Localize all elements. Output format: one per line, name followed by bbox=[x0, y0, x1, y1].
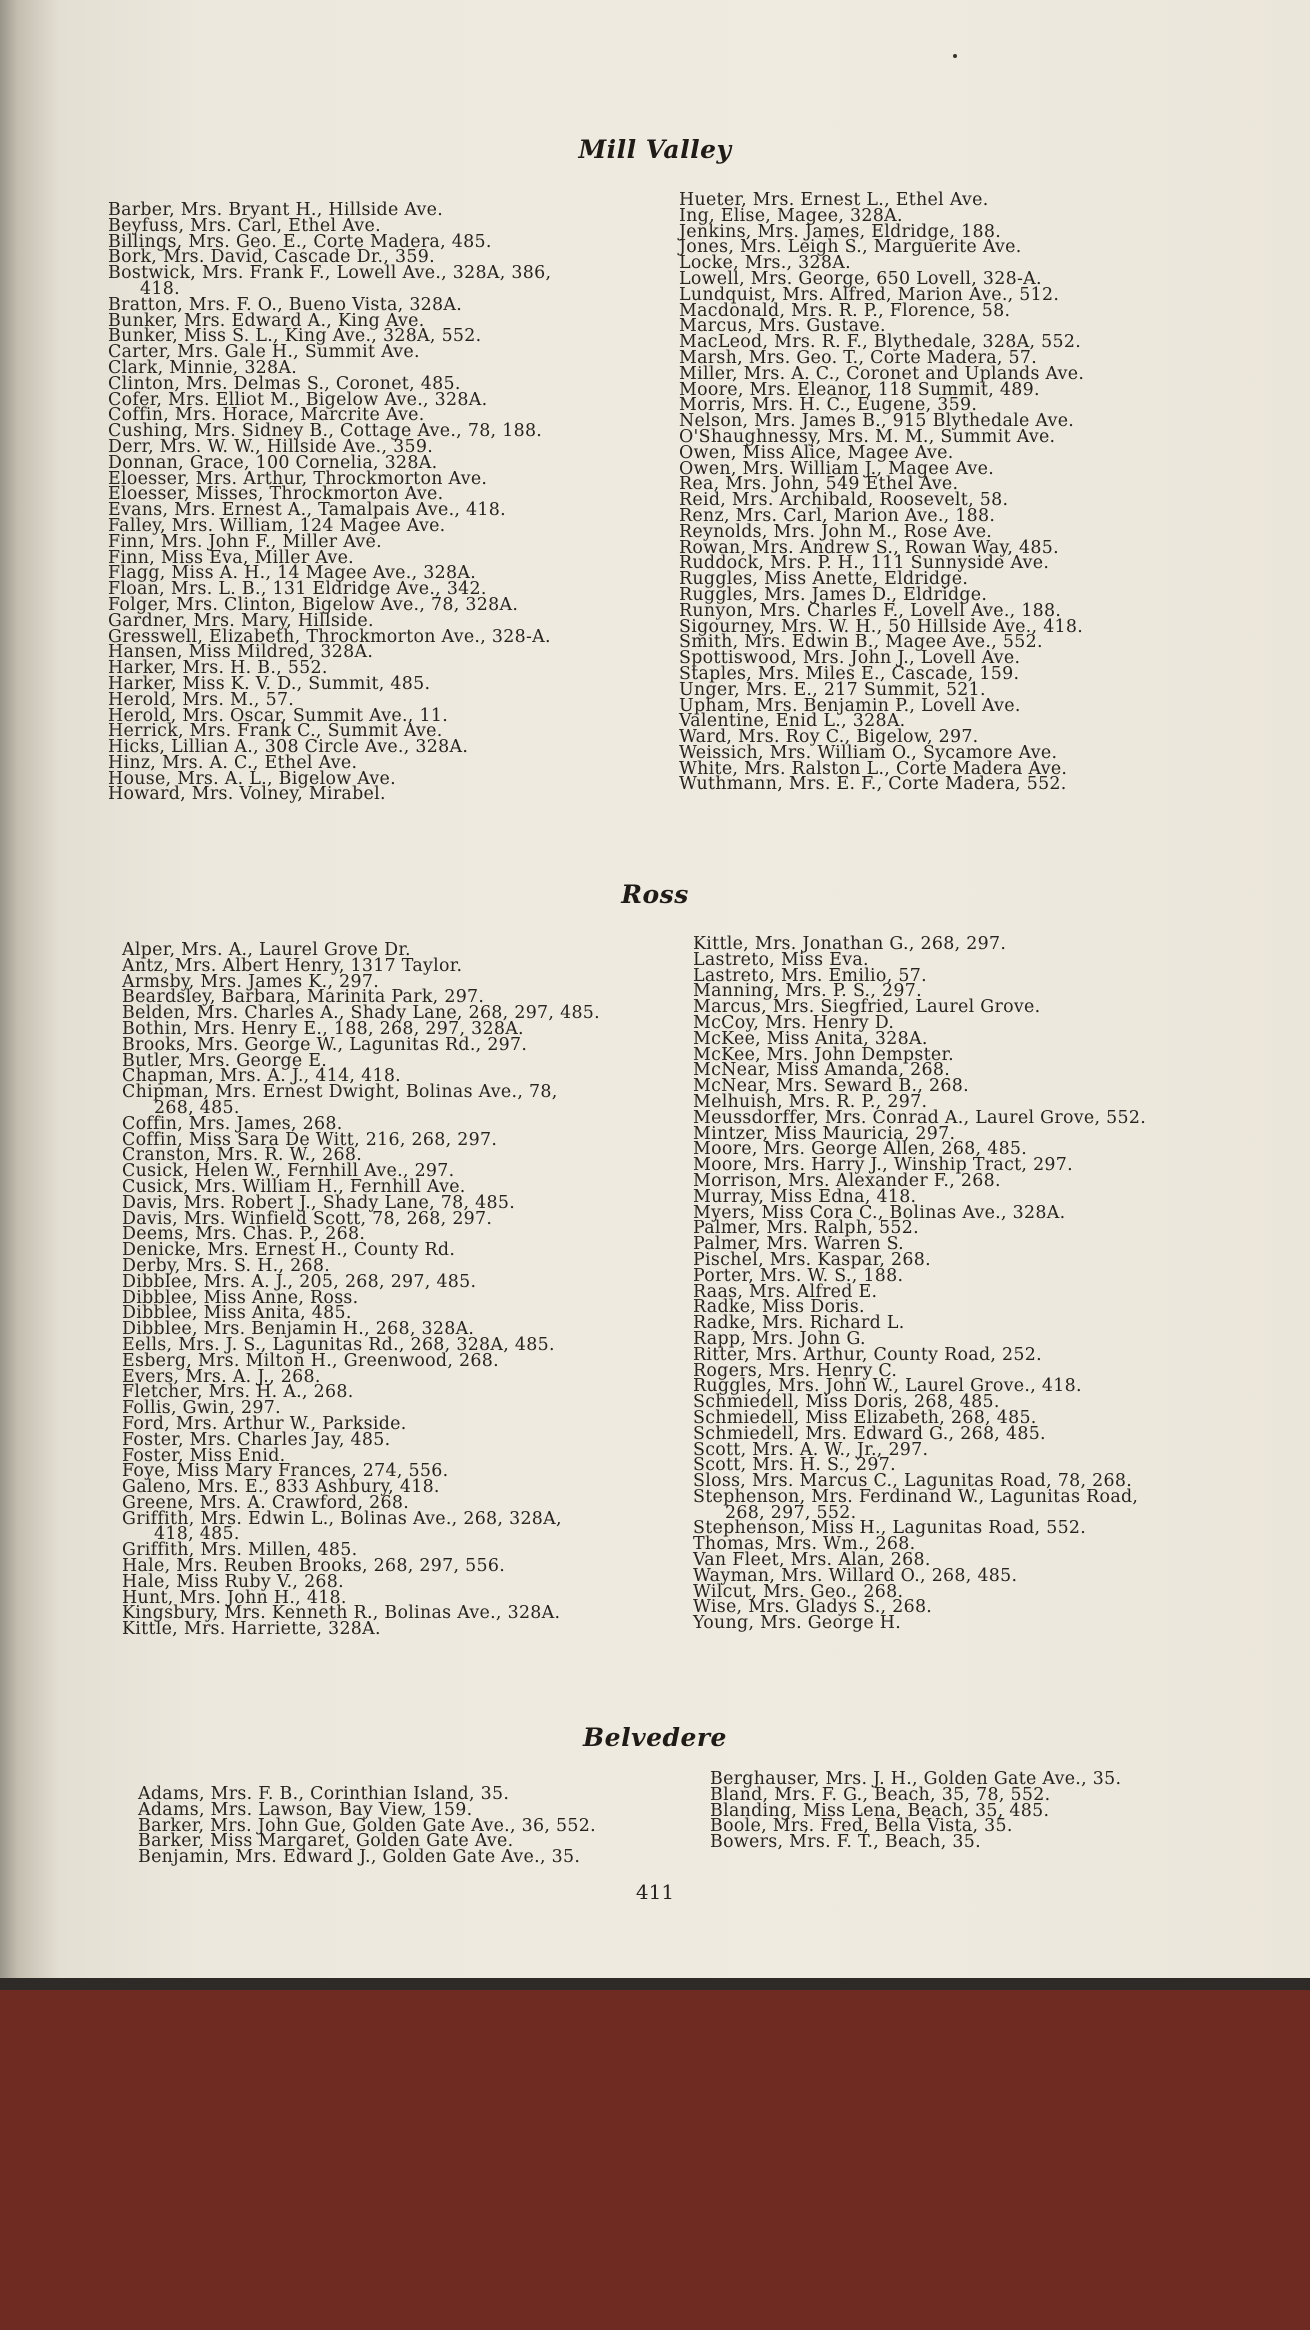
directory-entry: Ruggles, Mrs. James D., Eldridge. bbox=[679, 584, 988, 605]
directory-entry: Myers, Miss Cora C., Bolinas Ave., 328A. bbox=[693, 1202, 1066, 1223]
directory-entry: Locke, Mrs., 328A. bbox=[679, 253, 851, 274]
directory-entry: Scott, Mrs. A. W., Jr., 297. bbox=[693, 1439, 929, 1460]
directory-entry: Kittle, Mrs. Harriette, 328A. bbox=[122, 1619, 381, 1640]
directory-entry: Bowers, Mrs. F. T., Beach, 35. bbox=[710, 1832, 981, 1853]
directory-entry: Carter, Mrs. Gale H., Summit Ave. bbox=[108, 342, 420, 363]
directory-entry: Schmiedell, Mrs. Edward G., 268, 485. bbox=[693, 1423, 1046, 1444]
directory-entry: Fletcher, Mrs. H. A., 268. bbox=[122, 1382, 354, 1403]
directory-entry: Stephenson, Mrs. Ferdinand W., Lagunitas Road, bbox=[693, 1486, 1139, 1507]
binding-cloth-background bbox=[0, 1990, 1310, 2330]
directory-entry: Lastreto, Miss Eva. bbox=[693, 949, 869, 970]
directory-entry: Davis, Mrs. Winfield Scott, 78, 268, 297. bbox=[122, 1208, 493, 1229]
directory-entry: Mintzer, Miss Mauricia, 297. bbox=[693, 1123, 956, 1144]
directory-entry: 418, 485. bbox=[154, 1524, 240, 1545]
belvedere-right-column bbox=[710, 1769, 1122, 1853]
directory-entry: MacLeod, Mrs. R. F., Blythedale, 328A, 552. bbox=[679, 332, 1082, 353]
directory-entry: Barker, Mrs. John Gue, Golden Gate Ave., 36, 552. bbox=[138, 1815, 596, 1836]
directory-entry: Gresswell, Elizabeth, Throckmorton Ave., 328-A. bbox=[108, 626, 551, 647]
directory-entry: Folger, Mrs. Clinton, Bigelow Ave., 78, 328A. bbox=[108, 594, 519, 615]
directory-entry: Bostwick, Mrs. Frank F., Lowell Ave., 328A, 386, bbox=[108, 263, 552, 284]
directory-entry: Schmiedell, Miss Elizabeth, 268, 485. bbox=[693, 1407, 1037, 1428]
directory-entry: Schmiedell, Miss Doris, 268, 485. bbox=[693, 1392, 1000, 1413]
directory-entry: Bratton, Mrs. F. O., Bueno Vista, 328A. bbox=[108, 294, 463, 315]
directory-entry: Ritter, Mrs. Arthur, County Road, 252. bbox=[693, 1344, 1042, 1365]
directory-entry: Flagg, Miss A. H., 14 Magee Ave., 328A. bbox=[108, 563, 477, 584]
directory-entry: White, Mrs. Ralston L., Corte Madera Ave. bbox=[679, 758, 1068, 779]
directory-entry: Harker, Mrs. H. B., 552. bbox=[108, 658, 328, 679]
directory-entry: Deems, Mrs. Chas. P., 268. bbox=[122, 1224, 366, 1245]
ross-left-column bbox=[122, 940, 601, 1640]
directory-entry: Wise, Mrs. Gladys S., 268. bbox=[693, 1597, 933, 1618]
directory-entry: 268, 297, 552. bbox=[725, 1502, 857, 1523]
directory-entry: Morrison, Mrs. Alexander F., 268. bbox=[693, 1170, 1001, 1191]
directory-entry: Butler, Mrs. George E. bbox=[122, 1050, 328, 1071]
directory-entry: Cusick, Helen W., Fernhill Ave., 297. bbox=[122, 1161, 455, 1182]
directory-entry: Eells, Mrs. J. S., Lagunitas Rd., 268, 328A, 485. bbox=[122, 1334, 555, 1355]
directory-entry: Owen, Miss Alice, Magee Ave. bbox=[679, 442, 954, 463]
directory-entry: Murray, Miss Edna, 418. bbox=[693, 1186, 917, 1207]
directory-entry: Kittle, Mrs. Jonathan G., 268, 297. bbox=[693, 934, 1007, 954]
directory-entry: Foster, Miss Enid. bbox=[122, 1445, 286, 1466]
directory-entry: Rea, Mrs. John, 549 Ethel Ave. bbox=[679, 474, 959, 495]
directory-entry: Floan, Mrs. L. B., 131 Eldridge Ave., 342. bbox=[108, 579, 487, 600]
directory-entry: Clinton, Mrs. Delmas S., Coronet, 485. bbox=[108, 373, 461, 394]
directory-entry: Ruddock, Mrs. P. H., 111 Sunnyside Ave. bbox=[679, 553, 1050, 574]
directory-entry: Herold, Mrs. Oscar, Summit Ave., 11. bbox=[108, 705, 449, 726]
directory-entry: Billings, Mrs. Geo. E., Corte Madera, 485. bbox=[108, 231, 492, 252]
directory-entry: Bland, Mrs. F. G., Beach, 35, 78, 552. bbox=[710, 1784, 1051, 1805]
directory-entry: Palmer, Mrs. Warren S. bbox=[693, 1234, 904, 1255]
directory-entry: Hinz, Mrs. A. C., Ethel Ave. bbox=[108, 752, 358, 773]
directory-entry: Bunker, Mrs. Edward A., King Ave. bbox=[108, 310, 425, 331]
directory-entry: Falley, Mrs. William, 124 Magee Ave. bbox=[108, 515, 446, 536]
directory-entry: Nelson, Mrs. James B., 915 Blythedale Ave. bbox=[679, 411, 1075, 432]
directory-entry: Davis, Mrs. Robert J., Shady Lane, 78, 485. bbox=[122, 1192, 516, 1213]
directory-entry: Belden, Mrs. Charles A., Shady Lane, 268, 297, 485. bbox=[122, 1003, 601, 1024]
directory-entry: Dibblee, Miss Anne, Ross. bbox=[122, 1287, 359, 1308]
page-bottom-edge bbox=[0, 1978, 1310, 1990]
directory-entry: Meussdorffer, Mrs. Conrad A., Laurel Grove, 552. bbox=[693, 1107, 1147, 1128]
directory-entry: Griffith, Mrs. Edwin L., Bolinas Ave., 268, 328A, bbox=[122, 1508, 562, 1529]
directory-entry: Cusick, Mrs. William H., Fernhill Ave. bbox=[122, 1176, 466, 1197]
directory-entry: Barker, Miss Margaret, Golden Gate Ave. bbox=[138, 1831, 514, 1852]
directory-entry: Jones, Mrs. Leigh S., Marguerite Ave. bbox=[679, 237, 1022, 258]
directory-entry: Bork, Mrs. David, Cascade Dr., 359. bbox=[108, 247, 435, 268]
directory-entry: Lowell, Mrs. George, 650 Lovell, 328-A. bbox=[679, 268, 1042, 289]
directory-entry: Cranston, Mrs. R. W., 268. bbox=[122, 1145, 363, 1166]
directory-entry: Antz, Mrs. Albert Henry, 1317 Taylor. bbox=[122, 955, 463, 976]
directory-entry: Galeno, Mrs. E., 833 Ashbury, 418. bbox=[122, 1477, 440, 1498]
directory-entry: Foye, Miss Mary Frances, 274, 556. bbox=[122, 1461, 449, 1482]
directory-entry: Gardner, Mrs. Mary, Hillside. bbox=[108, 610, 374, 631]
directory-entry: Follis, Gwin, 297. bbox=[122, 1398, 281, 1419]
directory-entry: Dibblee, Mrs. Benjamin H., 268, 328A. bbox=[122, 1319, 475, 1340]
paper-speck bbox=[953, 54, 957, 58]
section-heading-belvedere: Belvedere bbox=[583, 1723, 727, 1752]
directory-entry: Ruggles, Miss Anette, Eldridge. bbox=[679, 569, 969, 590]
directory-entry: Hunt, Mrs. John H., 418. bbox=[122, 1587, 347, 1608]
directory-entry: Radke, Miss Doris. bbox=[693, 1297, 865, 1318]
directory-entry: Hale, Miss Ruby V., 268. bbox=[122, 1571, 344, 1592]
directory-entry: Finn, Miss Eva, Miller Ave. bbox=[108, 547, 354, 568]
directory-entry: McCoy, Mrs. Henry D. bbox=[693, 1012, 895, 1033]
directory-entry: Evans, Mrs. Ernest A., Tamalpais Ave., 418. bbox=[108, 500, 506, 521]
directory-entry: House, Mrs. A. L., Bigelow Ave. bbox=[108, 768, 396, 789]
directory-entry: Marcus, Mrs. Siegfried, Laurel Grove. bbox=[693, 997, 1041, 1018]
directory-entry: Melhuish, Mrs. R. P., 297. bbox=[693, 1091, 928, 1112]
directory-entry: Brooks, Mrs. George W., Lagunitas Rd., 297. bbox=[122, 1034, 528, 1055]
directory-entry: Wayman, Mrs. Willard O., 268, 485. bbox=[693, 1565, 1018, 1586]
directory-entry: Reid, Mrs. Archibald, Roosevelt, 58. bbox=[679, 490, 1009, 511]
directory-entry: Esberg, Mrs. Milton H., Greenwood, 268. bbox=[122, 1350, 499, 1371]
directory-entry: O'Shaughnessy, Mrs. M. M., Summit Ave. bbox=[679, 426, 1056, 447]
directory-entry: Upham, Mrs. Benjamin P., Lovell Ave. bbox=[679, 695, 1021, 716]
directory-entry: Beyfuss, Mrs. Carl, Ethel Ave. bbox=[108, 215, 381, 236]
directory-entry: Herold, Mrs. M., 57. bbox=[108, 689, 295, 710]
directory-entry: Boole, Mrs. Fred, Bella Vista, 35. bbox=[710, 1816, 1013, 1837]
directory-entry: Valentine, Enid L., 328A. bbox=[679, 711, 906, 732]
directory-entry: McKee, Miss Anita, 328A. bbox=[693, 1028, 928, 1049]
section-heading-mill-valley: Mill Valley bbox=[578, 135, 732, 164]
directory-entry: Clark, Minnie, 328A. bbox=[108, 357, 298, 378]
directory-entry: Unger, Mrs. E., 217 Summit, 521. bbox=[679, 679, 986, 700]
directory-entry: Marcus, Mrs. Gustave. bbox=[679, 316, 886, 337]
directory-entry: Young, Mrs. George H. bbox=[693, 1613, 902, 1634]
directory-entry: McNear, Mrs. Seward B., 268. bbox=[693, 1076, 969, 1097]
directory-entry: Moore, Mrs. Eleanor, 118 Summit, 489. bbox=[679, 379, 1040, 400]
section-heading-ross: Ross bbox=[621, 880, 689, 909]
mill-valley-left-column bbox=[108, 200, 552, 805]
directory-entry: Radke, Mrs. Richard L. bbox=[693, 1313, 905, 1334]
directory-entry: Coffin, Mrs. James, 268. bbox=[122, 1113, 343, 1134]
directory-entry: Adams, Mrs. Lawson, Bay View, 159. bbox=[138, 1799, 473, 1820]
directory-entry: Raas, Mrs. Alfred E. bbox=[693, 1281, 878, 1302]
directory-entry: Derby, Mrs. S. H., 268. bbox=[122, 1255, 331, 1276]
directory-entry: Palmer, Mrs. Ralph, 552. bbox=[693, 1218, 919, 1239]
directory-entry: Evers, Mrs. A. J., 268. bbox=[122, 1366, 321, 1387]
directory-entry: Greene, Mrs. A. Crawford, 268. bbox=[122, 1492, 410, 1513]
belvedere-left-column bbox=[138, 1784, 596, 1868]
directory-entry: Donnan, Grace, 100 Cornelia, 328A. bbox=[108, 452, 438, 473]
directory-entry: Wuthmann, Mrs. E. F., Corte Madera, 552. bbox=[679, 774, 1067, 795]
directory-entry: Dibblee, Miss Anita, 485. bbox=[122, 1303, 352, 1324]
directory-entry: Benjamin, Mrs. Edward J., Golden Gate Ave., 35. bbox=[138, 1847, 581, 1868]
directory-entry: Rapp, Mrs. John G. bbox=[693, 1328, 866, 1349]
directory-entry: Moore, Mrs. George Allen, 268, 485. bbox=[693, 1139, 1028, 1160]
directory-entry: Eloesser, Mrs. Arthur, Throckmorton Ave. bbox=[108, 468, 488, 489]
directory-entry: McKee, Mrs. John Dempster. bbox=[693, 1044, 954, 1065]
directory-entry: 268, 485. bbox=[154, 1097, 240, 1118]
directory-entry: Howard, Mrs. Volney, Mirabel. bbox=[108, 784, 386, 805]
directory-entry: Barber, Mrs. Bryant H., Hillside Ave. bbox=[108, 200, 444, 220]
directory-entry: Smith, Mrs. Edwin B., Magee Ave., 552. bbox=[679, 632, 1043, 653]
directory-entry: Harker, Miss K. V. D., Summit, 485. bbox=[108, 673, 431, 694]
directory-entry: Ward, Mrs. Roy C., Bigelow, 297. bbox=[679, 727, 979, 748]
directory-entry: Griffith, Mrs. Millen, 485. bbox=[122, 1540, 358, 1561]
directory-entry: Alper, Mrs. A., Laurel Grove Dr. bbox=[122, 940, 411, 960]
directory-entry: Miller, Mrs. A. C., Coronet and Uplands Ave. bbox=[679, 363, 1085, 384]
directory-entry: Manning, Mrs. P. S., 297. bbox=[693, 981, 922, 1002]
directory-entry: Spottiswood, Mrs. John J., Lovell Ave. bbox=[679, 648, 1021, 669]
directory-entry: Rowan, Mrs. Andrew S., Rowan Way, 485. bbox=[679, 537, 1059, 558]
directory-entry: Bothin, Mrs. Henry E., 188, 268, 297, 328A. bbox=[122, 1018, 524, 1039]
directory-entry: Cushing, Mrs. Sidney B., Cottage Ave., 78, 188. bbox=[108, 421, 543, 442]
directory-entry: Reynolds, Mrs. John M., Rose Ave. bbox=[679, 521, 993, 542]
directory-entry: Denicke, Mrs. Ernest H., County Rd. bbox=[122, 1240, 456, 1261]
directory-entry: Pischel, Mrs. Kaspar, 268. bbox=[693, 1249, 931, 1270]
directory-entry: Hicks, Lillian A., 308 Circle Ave., 328A. bbox=[108, 737, 469, 758]
directory-entry: Cofer, Mrs. Elliot M., Bigelow Ave., 328A. bbox=[108, 389, 488, 410]
directory-entry: Porter, Mrs. W. S., 188. bbox=[693, 1265, 904, 1286]
directory-entry: Kingsbury, Mrs. Kenneth R., Bolinas Ave., 328A. bbox=[122, 1603, 561, 1624]
directory-entry: Ruggles, Mrs. John W., Laurel Grove., 418. bbox=[693, 1376, 1082, 1397]
directory-entry: Hale, Mrs. Reuben Brooks, 268, 297, 556. bbox=[122, 1556, 506, 1577]
directory-entry: Sloss, Mrs. Marcus C., Lagunitas Road, 78, 268. bbox=[693, 1471, 1133, 1492]
directory-entry: McNear, Miss Amanda, 268. bbox=[693, 1060, 951, 1081]
directory-entry: Morris, Mrs. H. C., Eugene, 359. bbox=[679, 395, 978, 416]
directory-entry: Sigourney, Mrs. W. H., 50 Hillside Ave., 418. bbox=[679, 616, 1084, 637]
directory-entry: Ing, Elise, Magee, 328A. bbox=[679, 205, 903, 226]
directory-entry: Berghauser, Mrs. J. H., Golden Gate Ave., 35. bbox=[710, 1769, 1122, 1789]
directory-entry: Coffin, Miss Sara De Witt, 216, 268, 297. bbox=[122, 1129, 498, 1150]
directory-entry: Chipman, Mrs. Ernest Dwight, Bolinas Ave., 78, bbox=[122, 1082, 558, 1103]
page-number: 411 bbox=[635, 1880, 675, 1904]
mill-valley-right-column bbox=[679, 190, 1085, 795]
directory-entry: Owen, Mrs. William J., Magee Ave. bbox=[679, 458, 995, 479]
directory-entry: Runyon, Mrs. Charles F., Lovell Ave., 188. bbox=[679, 600, 1062, 621]
directory-entry: Beardsley, Barbara, Marinita Park, 297. bbox=[122, 987, 485, 1008]
directory-entry: Blanding, Miss Lena, Beach, 35, 485. bbox=[710, 1800, 1050, 1821]
directory-entry: Adams, Mrs. F. B., Corinthian Island, 35. bbox=[138, 1784, 510, 1804]
directory-entry: Lundquist, Mrs. Alfred, Marion Ave., 512. bbox=[679, 284, 1060, 305]
directory-entry: Derr, Mrs. W. W., Hillside Ave., 359. bbox=[108, 436, 434, 457]
directory-entry: Eloesser, Misses, Throckmorton Ave. bbox=[108, 484, 444, 505]
directory-entry: Hansen, Miss Mildred, 328A. bbox=[108, 642, 374, 663]
directory-entry: Dibblee, Mrs. A. J., 205, 268, 297, 485. bbox=[122, 1271, 477, 1292]
directory-entry: Coffin, Mrs. Horace, Marcrite Ave. bbox=[108, 405, 425, 426]
directory-entry: Marsh, Mrs. Geo. T., Corte Madera, 57. bbox=[679, 347, 1038, 368]
directory-entry: Moore, Mrs. Harry J., Winship Tract, 297. bbox=[693, 1155, 1073, 1176]
directory-entry: Weissich, Mrs. William O., Sycamore Ave. bbox=[679, 742, 1058, 763]
directory-entry: Bunker, Miss S. L., King Ave., 328A, 552. bbox=[108, 326, 482, 347]
directory-entry: Macdonald, Mrs. R. P., Florence, 58. bbox=[679, 300, 1011, 321]
directory-entry: Rogers, Mrs. Henry C. bbox=[693, 1360, 898, 1381]
directory-entry: Scott, Mrs. H. S., 297. bbox=[693, 1455, 896, 1476]
directory-entry: Thomas, Mrs. Wm., 268. bbox=[693, 1534, 916, 1555]
directory-entry: Stephenson, Miss H., Lagunitas Road, 552. bbox=[693, 1518, 1087, 1539]
directory-entry: Jenkins, Mrs. James, Eldridge, 188. bbox=[679, 221, 1002, 242]
directory-entry: Lastreto, Mrs. Emilio, 57. bbox=[693, 965, 927, 986]
ross-right-column bbox=[693, 934, 1147, 1634]
directory-entry: Staples, Mrs. Miles E., Cascade, 159. bbox=[679, 663, 1020, 684]
directory-entry: Van Fleet, Mrs. Alan, 268. bbox=[693, 1550, 931, 1571]
directory-entry: Herrick, Mrs. Frank C., Summit Ave. bbox=[108, 721, 443, 742]
directory-entry: Hueter, Mrs. Ernest L., Ethel Ave. bbox=[679, 190, 989, 210]
directory-entry: Ford, Mrs. Arthur W., Parkside. bbox=[122, 1413, 407, 1434]
directory-entry: Armsby, Mrs. James K., 297. bbox=[122, 971, 380, 992]
directory-entry: Wilcut, Mrs. Geo., 268. bbox=[693, 1581, 904, 1602]
directory-entry: 418. bbox=[140, 278, 180, 299]
directory-entry: Chapman, Mrs. A. J., 414, 418. bbox=[122, 1066, 402, 1087]
directory-entry: Finn, Mrs. John F., Miller Ave. bbox=[108, 531, 382, 552]
directory-entry: Foster, Mrs. Charles Jay, 485. bbox=[122, 1429, 391, 1450]
directory-entry: Renz, Mrs. Carl, Marion Ave., 188. bbox=[679, 505, 996, 526]
